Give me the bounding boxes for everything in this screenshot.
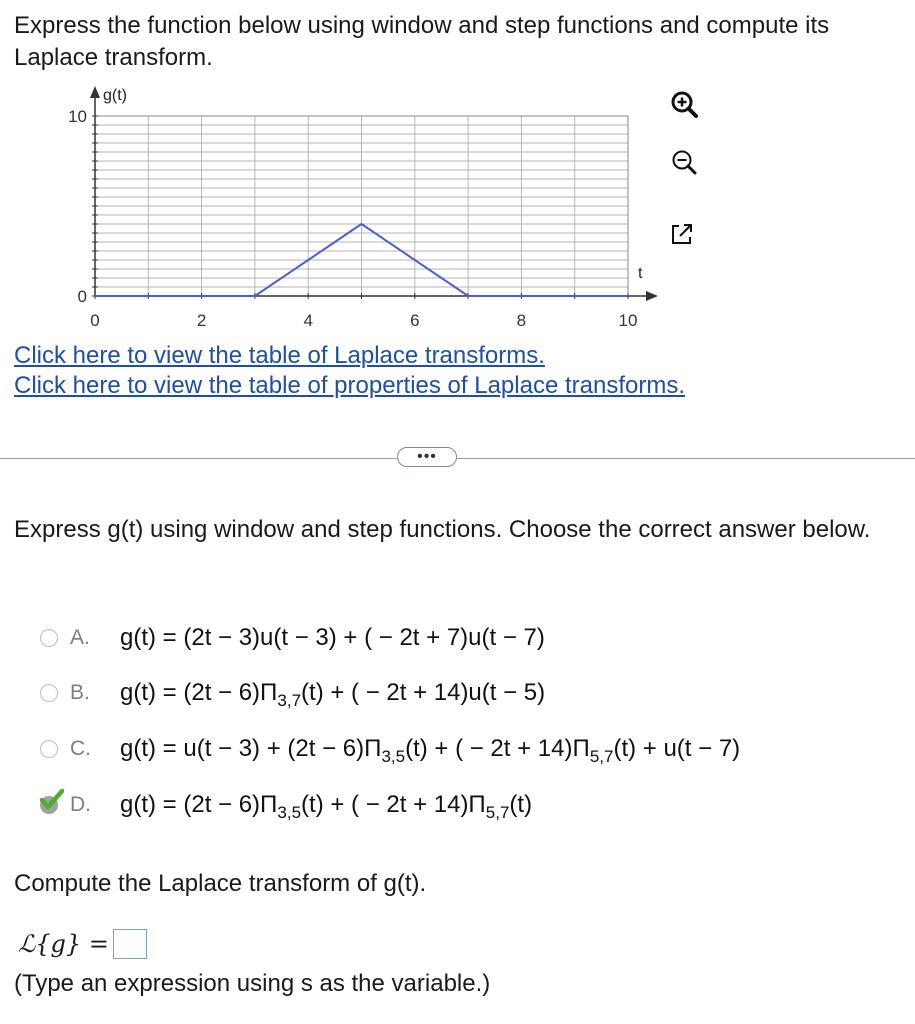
answer-hint: (Type an expression using s as the variable.) bbox=[14, 970, 491, 997]
option-a-expression: g(t) = (2t − 3)u(t − 3) + ( − 2t + 7)u(t − 7) bbox=[120, 624, 545, 651]
graph-panel bbox=[60, 82, 720, 338]
x-tick-label: 10 bbox=[618, 311, 638, 330]
x-tick-label: 8 bbox=[516, 311, 527, 330]
laplace-properties-link[interactable]: Click here to view the table of properties of Laplace transforms. bbox=[14, 372, 685, 399]
y-axis-arrow-icon bbox=[90, 86, 100, 98]
popout-button[interactable] bbox=[673, 225, 691, 243]
answer-row bbox=[18, 928, 147, 960]
laplace-table-link[interactable]: Click here to view the table of Laplace transforms. bbox=[14, 342, 545, 369]
zoom-in-icon bbox=[673, 93, 696, 116]
laplace-answer-input[interactable] bbox=[113, 929, 147, 959]
expand-more-button[interactable]: ••• bbox=[397, 447, 457, 467]
option-b[interactable] bbox=[40, 675, 545, 711]
x-tick-label: 4 bbox=[303, 311, 313, 330]
x-tick-label: 6 bbox=[410, 311, 420, 330]
y-tick-label: 0 bbox=[77, 287, 87, 306]
x-tick-label: 2 bbox=[196, 311, 207, 330]
option-a[interactable] bbox=[40, 620, 545, 656]
option-a-letter: A. bbox=[70, 626, 90, 649]
option-b-expression: $g(t) = (2t - 6)\Pi_{3,7}(t)$ + ( − 2t + 14)u(t − 5) bbox=[120, 679, 546, 710]
y-axis-label: g(t) bbox=[103, 87, 127, 104]
graph-svg bbox=[60, 82, 720, 338]
option-a-radio[interactable] bbox=[40, 629, 58, 647]
zoom-in-button[interactable] bbox=[673, 93, 696, 116]
option-d-expression: $g(t) = (2t - 6)\Pi_{3,5}(t)$ + ( − $2t + 14)\Pi_{5,7}(t)$ bbox=[120, 791, 533, 822]
option-b-radio[interactable] bbox=[40, 684, 58, 702]
option-c-radio[interactable] bbox=[40, 740, 58, 758]
option-c-expression: $g(t) = u(t - 3) + (2t - 6)\Pi_{3,5}(t)$ + ( − $2t + 14)\Pi_{5,7}(t) + u(t - 7)$ bbox=[120, 735, 741, 766]
checkmark-icon bbox=[40, 789, 64, 811]
y-tick-label: 10 bbox=[68, 107, 87, 126]
option-b-letter: B. bbox=[70, 681, 90, 704]
popout-icon bbox=[673, 225, 691, 243]
x-axis-arrow-icon bbox=[646, 291, 658, 301]
grid-lines bbox=[95, 116, 628, 296]
section-divider bbox=[0, 458, 915, 459]
option-c[interactable] bbox=[40, 731, 740, 767]
x-tick-label: 0 bbox=[90, 311, 100, 330]
zoom-out-button[interactable] bbox=[674, 152, 696, 174]
zoom-out-icon bbox=[674, 152, 696, 174]
tick-labels bbox=[68, 87, 643, 330]
x-axis-label: t bbox=[638, 265, 643, 282]
option-c-letter: C. bbox=[70, 737, 91, 760]
laplace-label: ℒ{g} = bbox=[18, 930, 109, 958]
option-d-radio[interactable] bbox=[40, 796, 58, 814]
option-d-letter: D. bbox=[70, 793, 91, 816]
compute-prompt: Compute the Laplace transform of g(t). bbox=[14, 870, 427, 897]
option-d[interactable] bbox=[40, 787, 532, 823]
question-text: Express g(t) using window and step functions. Choose the correct answer below. bbox=[14, 516, 871, 543]
problem-instruction: Express the function below using window and step functions and compute its Laplace transform. bbox=[14, 12, 830, 71]
